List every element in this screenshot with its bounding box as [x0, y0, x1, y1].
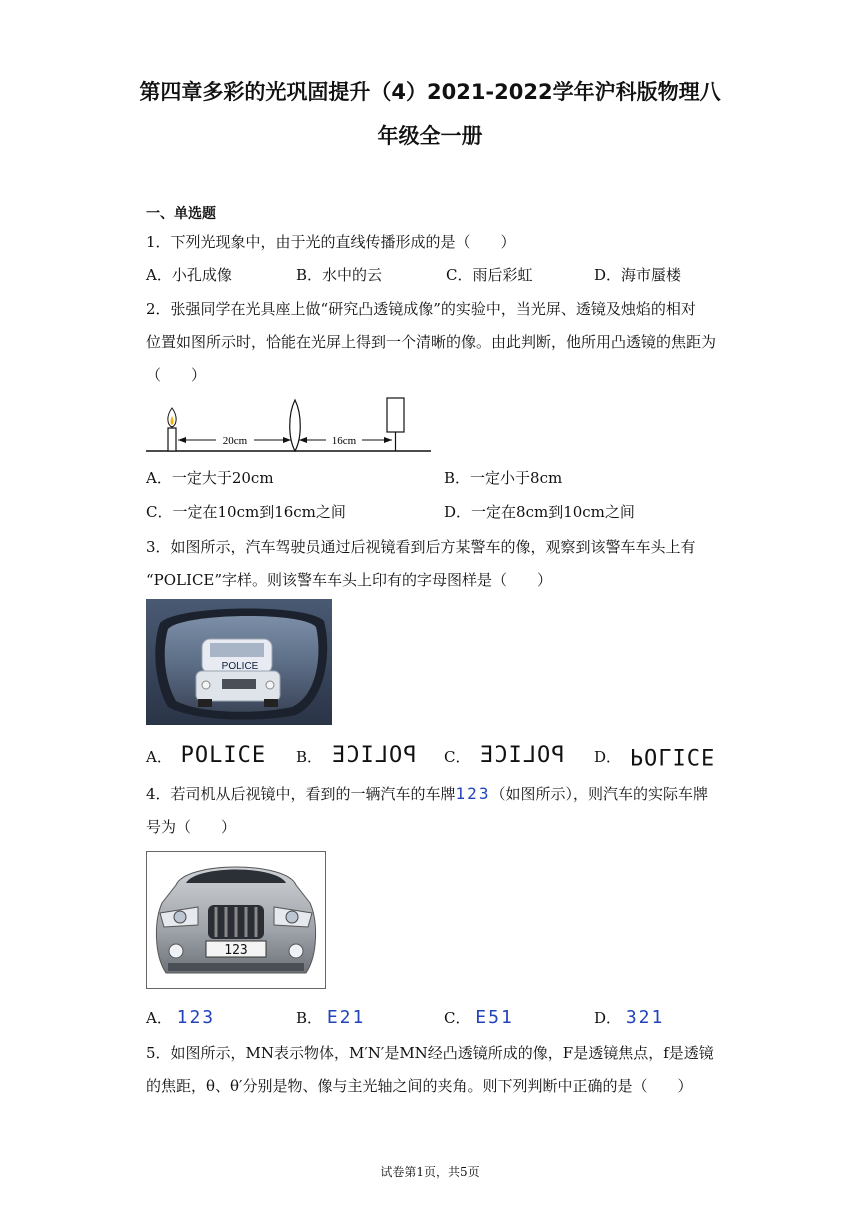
q1-option-c: C．雨后彩虹	[446, 266, 533, 284]
q4-option-b-label: B．	[296, 1009, 323, 1027]
q4-option-a	[146, 1007, 215, 1028]
q2-stem-line2: 位置如图所示时，恰能在光屏上得到一个清晰的像。由此判断，他所用凸透镜的焦距为	[146, 333, 717, 351]
q3-option-b-label: B．	[296, 748, 323, 766]
q4-stem-part2: （如图所示），则汽车的实际车牌	[490, 785, 708, 803]
q1-option-b: B．水中的云	[296, 266, 383, 284]
q3-option-d	[594, 743, 715, 768]
q3-stem-line2: “POLICE”字样。则该警车车头上印有的字母图样是（ ）	[146, 571, 553, 589]
q4-plate-inline: 123	[455, 784, 491, 803]
q2-stem-line1: 2．张强同学在光具座上做“研究凸透镜成像”的实验中，当光屏、透镜及烛焰的相对	[146, 300, 696, 318]
q3-option-d-glyph: POLICE	[629, 743, 716, 768]
q1-option-a: A．小孔成像	[146, 266, 232, 284]
q2-option-a: A．一定大于20cm	[146, 469, 274, 487]
section-heading: 一、单选题	[146, 206, 216, 222]
q2-stem-line3: （ ）	[146, 366, 207, 384]
q3-stem-line1: 3．如图所示，汽车驾驶员通过后视镜看到后方某警车的像，观察到该警车车头上有	[146, 538, 696, 556]
q3-option-d-label: D．	[594, 748, 622, 766]
distance-label-16cm: 16cm	[331, 435, 357, 447]
q2-option-b: B．一定小于8cm	[444, 469, 563, 487]
optical-bench-figure	[146, 394, 436, 458]
side-mirror-photo	[146, 599, 332, 725]
q3-option-a-label: A．	[146, 748, 172, 766]
q4-option-c-label: C．	[444, 1009, 471, 1027]
q3-option-a	[146, 743, 266, 768]
q4-option-a-label: A．	[146, 1009, 172, 1027]
car-plate-text: 123	[224, 943, 248, 958]
q3-option-a-glyph: POLICE	[180, 743, 267, 768]
doc-title-line2: 年级全一册	[377, 124, 483, 148]
q4-option-a-glyph: 123	[176, 1007, 216, 1028]
q3-option-b-glyph: POLICE	[330, 743, 417, 768]
q2-option-d: D．一定在8cm到10cm之间	[444, 503, 635, 521]
police-text-in-photo: POLICE	[221, 661, 259, 672]
light-screen-icon	[387, 398, 404, 432]
q4-option-c	[444, 1007, 514, 1028]
q5-stem-line2: 的焦距，θ、θ′分别是物、像与主光轴之间的夹角。则下列判断中正确的是（ ）	[146, 1077, 693, 1095]
q1-stem: 1．下列光现象中，由于光的直线传播形成的是（ ）	[146, 233, 516, 251]
q5-stem-line1: 5．如图所示，MN表示物体，M′N′是MN经凸透镜所成的像，F是透镜焦点，f是透镜	[146, 1044, 714, 1062]
q4-option-b-glyph: E21	[326, 1007, 366, 1028]
q3-option-c-glyph: POLICE	[479, 743, 565, 768]
q4-option-d-glyph: 321	[625, 1007, 665, 1028]
q2-option-c: C．一定在10cm到16cm之间	[146, 503, 346, 521]
q4-option-b	[296, 1007, 365, 1028]
q4-option-c-glyph: E51	[475, 1007, 514, 1028]
q4-option-d-label: D．	[594, 1009, 622, 1027]
candle-icon	[168, 428, 176, 451]
q1-option-d: D．海市蜃楼	[594, 266, 682, 284]
q4-stem-line2: 号为（ ）	[146, 818, 237, 836]
q4-stem-part1: 4．若司机从后视镜中，看到的一辆汽车的车牌	[146, 785, 456, 803]
doc-title-line1: 第四章多彩的光巩固提升（4）2021-2022学年沪科版物理八	[139, 80, 721, 104]
q3-option-c-label: C．	[444, 748, 471, 766]
q3-option-c	[444, 743, 565, 768]
page-footer: 试卷第1页，共5页	[380, 1165, 480, 1179]
convex-lens-icon	[290, 400, 301, 451]
q4-stem-line1	[146, 783, 708, 804]
car-front-photo	[146, 851, 326, 989]
q3-option-b	[296, 743, 416, 768]
distance-label-20cm: 20cm	[222, 435, 248, 447]
q4-option-d	[594, 1007, 664, 1028]
